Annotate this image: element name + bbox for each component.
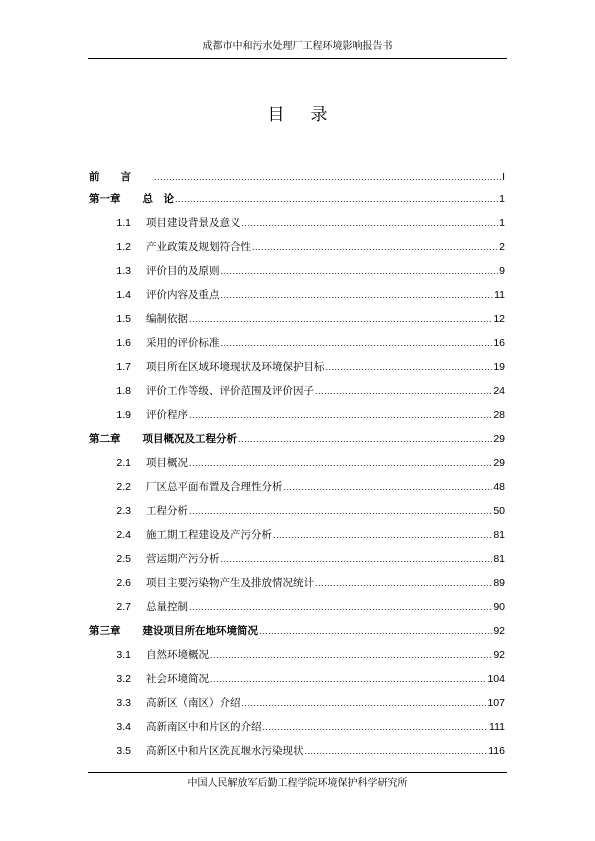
- toc-entry-number: 3.4: [116, 721, 131, 733]
- toc-page-number: 116: [488, 745, 505, 757]
- toc-dot-leader: [189, 504, 492, 518]
- toc-entry-label: 项目概况及工程分析: [142, 433, 237, 445]
- toc-dot-leader: [242, 696, 487, 710]
- toc-entry-number: 2.5: [116, 553, 131, 565]
- toc-page-number: 89: [493, 577, 505, 589]
- toc-entry-label: 社会环境简况: [146, 673, 209, 685]
- toc-entry-number: 1.5: [116, 313, 131, 325]
- toc-dot-leader: [189, 600, 492, 614]
- toc-dot-leader: [221, 336, 493, 350]
- toc-chapter-entry[interactable]: [89, 620, 505, 638]
- toc-entry-number: 1.4: [116, 289, 131, 301]
- toc-page-number: 81: [493, 553, 505, 565]
- toc-entry-number: 前 言: [89, 171, 131, 183]
- toc-entry-label: 评价目的及原则: [146, 265, 220, 277]
- toc-dot-leader: [263, 720, 489, 734]
- toc-section-entry[interactable]: [89, 740, 505, 758]
- toc-section-entry[interactable]: [89, 668, 505, 686]
- toc-entry-number: 2.2: [116, 481, 131, 493]
- page-header: [88, 40, 507, 59]
- toc-dot-leader: [175, 192, 498, 206]
- toc-chapter-entry[interactable]: [89, 166, 505, 184]
- toc-page-number: 28: [493, 409, 505, 421]
- toc-dot-leader: [242, 216, 499, 230]
- toc-entry-label: 评价工作等级、评价范围及评价因子: [146, 385, 314, 397]
- toc-entry-number: 第二章: [89, 433, 121, 445]
- toc-dot-leader: [221, 264, 499, 278]
- toc-page-number: 48: [493, 481, 505, 493]
- toc-section-entry[interactable]: [89, 404, 505, 422]
- toc-dot-leader: [189, 456, 492, 470]
- toc-page-number: 29: [493, 457, 505, 469]
- toc-dot-leader: [154, 170, 501, 184]
- toc-entry-number: 3.5: [116, 745, 131, 757]
- toc-page-number: 9: [499, 265, 505, 277]
- toc-entry-label: 项目主要污染物产生及排放情况统计: [146, 577, 314, 589]
- toc-entry-label: 施工期工程建设及产污分析: [146, 529, 272, 541]
- toc-section-entry[interactable]: [89, 356, 505, 374]
- toc-dot-leader: [284, 480, 493, 494]
- toc-section-entry[interactable]: [89, 500, 505, 518]
- toc-section-entry[interactable]: [89, 452, 505, 470]
- toc-entry-label: 建设项目所在地环境简况: [142, 625, 258, 637]
- toc-dot-leader: [273, 528, 492, 542]
- toc-section-entry[interactable]: [89, 236, 505, 254]
- toc-entry-number: 第三章: [89, 625, 121, 637]
- toc-entry-label: 采用的评价标准: [146, 337, 220, 349]
- toc-section-entry[interactable]: [89, 692, 505, 710]
- toc-entry-label: 总 论: [142, 193, 174, 205]
- toc-dot-leader: [221, 288, 494, 302]
- toc-entry-label: 高新区中和片区洗瓦堰水污染现状: [146, 745, 304, 757]
- toc-page-number: 1: [499, 193, 505, 205]
- toc-page-number: 29: [493, 433, 505, 445]
- toc-page-number: 111: [489, 721, 505, 733]
- toc-entry-label: 项目建设背景及意义: [146, 217, 241, 229]
- toc-section-entry[interactable]: [89, 332, 505, 350]
- toc-section-entry[interactable]: [89, 572, 505, 590]
- toc-entry-label: 编制依据: [146, 313, 188, 325]
- toc-entry-number: 1.7: [116, 361, 131, 373]
- toc-chapter-entry[interactable]: [89, 188, 505, 206]
- toc-section-entry[interactable]: [89, 260, 505, 278]
- toc-entry-number: 2.4: [116, 529, 131, 541]
- toc-dot-leader: [189, 408, 492, 422]
- toc-dot-leader: [210, 648, 492, 662]
- toc-page-number: 104: [487, 673, 505, 685]
- toc-entry-label: 营运期产污分析: [146, 553, 220, 565]
- toc-dot-leader: [252, 240, 498, 254]
- toc-chapter-entry[interactable]: [89, 428, 505, 446]
- toc-entry-label: 总量控制: [146, 601, 188, 613]
- toc-dot-leader: [326, 360, 493, 374]
- toc-entry-number: 1.6: [116, 337, 131, 349]
- toc-section-entry[interactable]: [89, 308, 505, 326]
- toc-page-number: 11: [494, 289, 505, 301]
- footer-text: 中国人民解放军后勤工程学院环境保护科学研究所: [187, 778, 408, 789]
- header-title: 成都市中和污水处理厂工程环境影响报告书: [202, 41, 393, 52]
- toc-entry-label: 评价程序: [146, 409, 188, 421]
- toc-dot-leader: [189, 312, 492, 326]
- toc-page-number: I: [502, 171, 505, 183]
- toc-section-entry[interactable]: [89, 644, 505, 662]
- toc-dot-leader: [238, 432, 492, 446]
- toc-page-number: 16: [493, 337, 505, 349]
- toc-page-number: 24: [493, 385, 505, 397]
- toc-page-number: 19: [493, 361, 505, 373]
- toc-dot-leader: [305, 744, 488, 758]
- toc-dot-leader: [315, 576, 492, 590]
- toc-entry-number: 3.3: [116, 697, 131, 709]
- toc-section-entry[interactable]: [89, 380, 505, 398]
- page-title: 目录: [267, 105, 354, 125]
- toc-page-number: 12: [493, 313, 505, 325]
- toc-entry-number: 3.1: [116, 649, 131, 661]
- toc-dot-leader: [259, 624, 492, 638]
- toc-entry-number: 2.3: [116, 505, 131, 517]
- toc-dot-leader: [210, 672, 486, 686]
- toc-entry-number: 2.1: [116, 457, 131, 469]
- toc-entry-number: 2.7: [116, 601, 131, 613]
- toc-page-number: 2: [499, 241, 505, 253]
- toc-page-number: 90: [493, 601, 505, 613]
- toc-section-entry[interactable]: [89, 524, 505, 542]
- toc-entry-label: 项目概况: [146, 457, 188, 469]
- toc-entry-number: 3.2: [116, 673, 131, 685]
- toc-section-entry[interactable]: [89, 284, 505, 302]
- toc-page-number: 81: [493, 529, 505, 541]
- toc-entry-number: 1.9: [116, 409, 131, 421]
- toc-entry-label: 高新区（南区）介绍: [146, 697, 241, 709]
- toc-entry-number: 1.1: [116, 217, 131, 229]
- toc-entry-label: 产业政策及规划符合性: [146, 241, 251, 253]
- toc-page-number: 1: [499, 217, 505, 229]
- toc-section-entry[interactable]: [89, 476, 505, 494]
- toc-entry-label: 高新南区中和片区的介绍: [146, 721, 262, 733]
- toc-entry-number: 第一章: [89, 193, 121, 205]
- toc-page-number: 107: [487, 697, 505, 709]
- toc-entry-label: 评价内容及重点: [146, 289, 220, 301]
- toc-entry-label: 工程分析: [146, 505, 188, 517]
- toc-page-number: 50: [493, 505, 505, 517]
- toc-page-number: 92: [493, 625, 505, 637]
- toc-page-number: 92: [493, 649, 505, 661]
- toc-section-entry[interactable]: [89, 212, 505, 230]
- toc-section-entry[interactable]: [89, 716, 505, 734]
- toc-entry-number: 1.3: [116, 265, 131, 277]
- toc-entry-label: 项目所在区域环境现状及环境保护目标: [146, 361, 325, 373]
- toc-entry-label: 自然环境概况: [146, 649, 209, 661]
- page-footer: [88, 772, 507, 795]
- toc-section-entry[interactable]: [89, 548, 505, 566]
- toc-dot-leader: [315, 384, 492, 398]
- toc-entry-label: 厂区总平面布置及合理性分析: [146, 481, 283, 493]
- toc-entry-number: 1.8: [116, 385, 131, 397]
- toc-dot-leader: [221, 552, 493, 566]
- toc-entry-number: 1.2: [116, 241, 131, 253]
- toc-entry-number: 2.6: [116, 577, 131, 589]
- toc-section-entry[interactable]: [89, 596, 505, 614]
